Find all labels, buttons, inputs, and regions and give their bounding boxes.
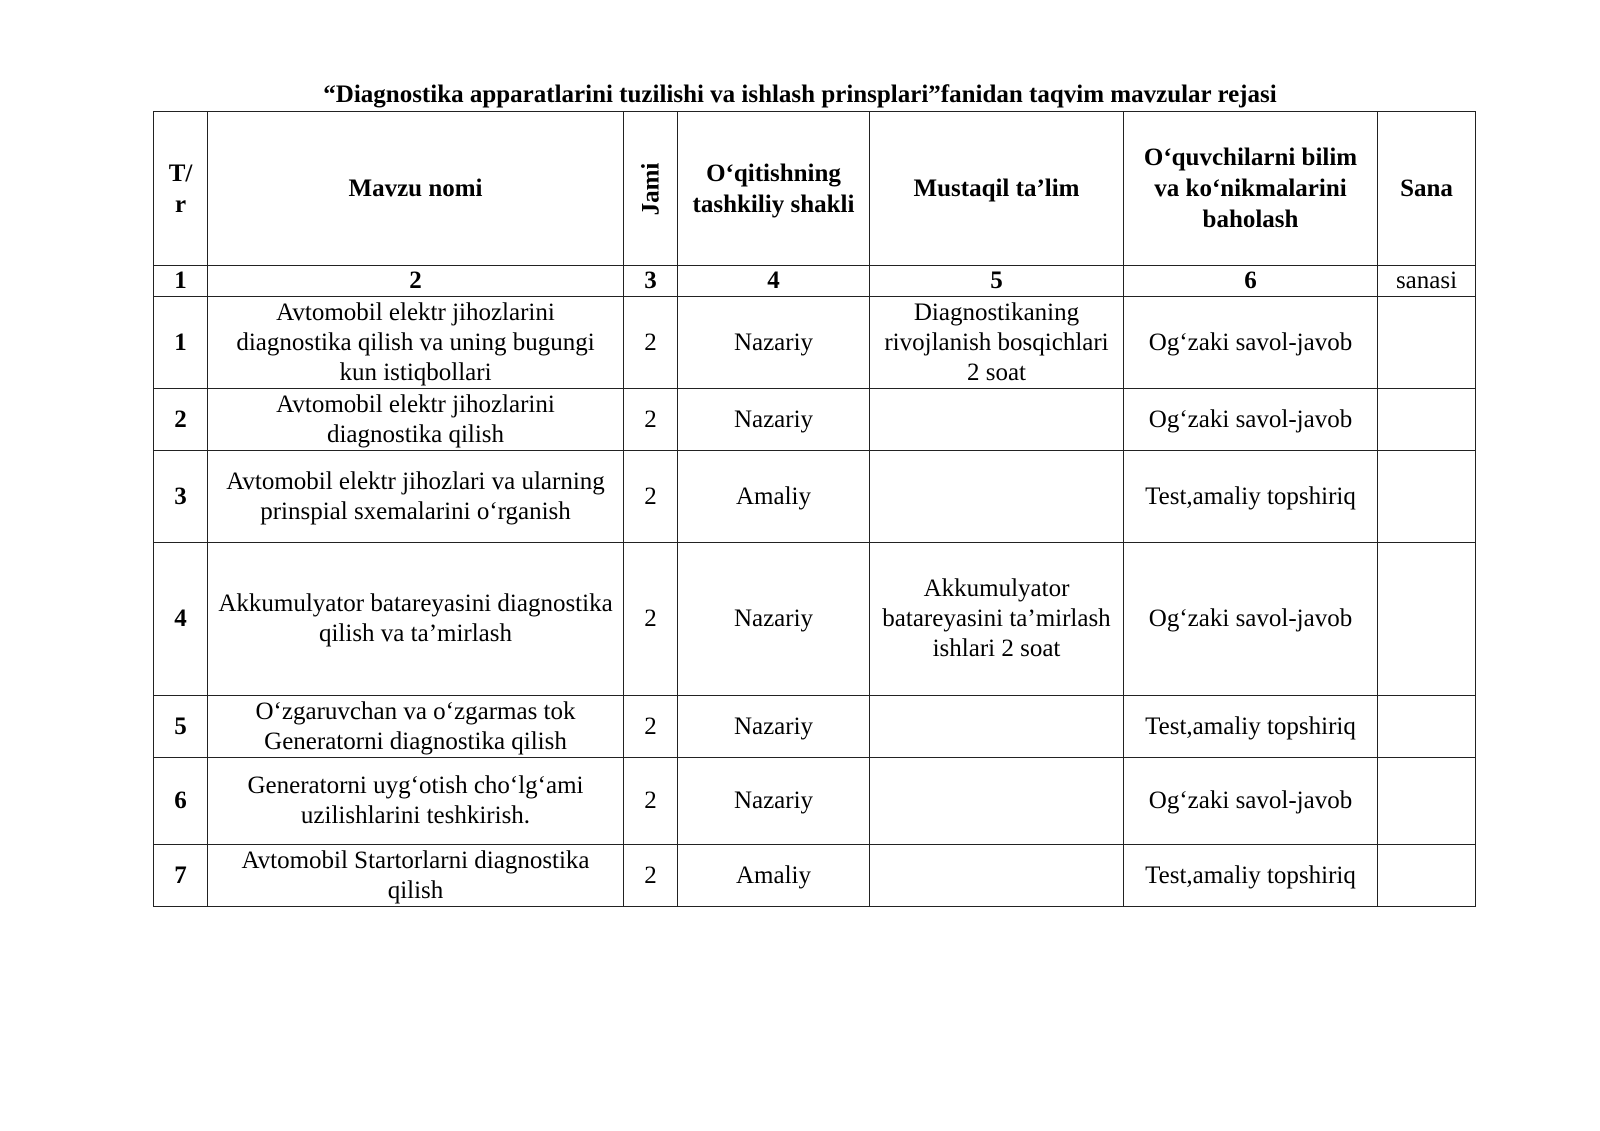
row-number: 2: [154, 389, 208, 451]
document-title: “Diagnostika apparatlarini tuzilishi va ishlash prinsplari”fanidan taqvim mavzular rejasi: [323, 81, 1277, 108]
total-cell: 2: [624, 543, 678, 696]
independent-cell: [870, 845, 1124, 907]
assessment-cell: Test,amaliy topshiriq: [1124, 451, 1378, 543]
topic-cell: Avtomobil elektr jihozlarini diagnostika qilish va uning bugungi kun istiqbollari: [208, 297, 624, 389]
total-cell: 2: [624, 845, 678, 907]
independent-cell: [870, 758, 1124, 845]
row-number: 5: [154, 696, 208, 758]
topic-cell: Avtomobil elektr jihozlarini diagnostika qilish: [208, 389, 624, 451]
header-topic-name: Mavzu nomi: [208, 112, 624, 266]
table-row: [154, 758, 1476, 845]
date-cell: [1378, 389, 1476, 451]
column-number: 4: [678, 266, 870, 297]
header-tr: T/ r: [154, 112, 208, 266]
independent-cell: [870, 451, 1124, 543]
total-cell: 2: [624, 696, 678, 758]
topic-cell: Generatorni uyg‘otish cho‘lg‘ami uzilishlarini teshkirish.: [208, 758, 624, 845]
form-cell: Nazariy: [678, 543, 870, 696]
form-cell: Nazariy: [678, 696, 870, 758]
form-cell: Nazariy: [678, 297, 870, 389]
row-number: 4: [154, 543, 208, 696]
column-number: 2: [208, 266, 624, 297]
header-independent-study: Mustaqil ta’lim: [870, 112, 1124, 266]
header-date: Sana: [1378, 112, 1476, 266]
table-header-row: [154, 112, 1476, 266]
row-number: 6: [154, 758, 208, 845]
header-total-label: Jami: [637, 162, 664, 215]
table-row: [154, 543, 1476, 696]
column-number-date: sanasi: [1378, 266, 1476, 297]
header-assessment: O‘quvchilarni bilim va ko‘nikmalarini baholash: [1124, 112, 1378, 266]
assessment-cell: Test,amaliy topshiriq: [1124, 845, 1378, 907]
table-row: [154, 389, 1476, 451]
total-cell: 2: [624, 451, 678, 543]
date-cell: [1378, 543, 1476, 696]
row-number: 3: [154, 451, 208, 543]
date-cell: [1378, 451, 1476, 543]
date-cell: [1378, 758, 1476, 845]
column-number: 1: [154, 266, 208, 297]
row-number: 7: [154, 845, 208, 907]
topic-cell: O‘zgaruvchan va o‘zgarmas tok Generatorni diagnostika qilish: [208, 696, 624, 758]
form-cell: Nazariy: [678, 389, 870, 451]
table-row: [154, 297, 1476, 389]
assessment-cell: Og‘zaki savol-javob: [1124, 758, 1378, 845]
table-row: [154, 696, 1476, 758]
column-number: 5: [870, 266, 1124, 297]
independent-cell: Diagnostikaning rivojlanish bosqichlari 2 soat: [870, 297, 1124, 389]
topic-cell: Avtomobil elektr jihozlari va ularning prinspial sxemalarini o‘rganish: [208, 451, 624, 543]
total-cell: 2: [624, 389, 678, 451]
row-number: 1: [154, 297, 208, 389]
table-row: [154, 451, 1476, 543]
independent-cell: [870, 389, 1124, 451]
column-number: 6: [1124, 266, 1378, 297]
total-cell: 2: [624, 297, 678, 389]
topic-cell: Akkumulyator batareyasini diagnostika qilish va ta’mirlash: [208, 543, 624, 696]
independent-cell: [870, 696, 1124, 758]
assessment-cell: Test,amaliy topshiriq: [1124, 696, 1378, 758]
date-cell: [1378, 845, 1476, 907]
assessment-cell: Og‘zaki savol-javob: [1124, 543, 1378, 696]
column-number: 3: [624, 266, 678, 297]
column-number-row: [154, 266, 1476, 297]
header-teaching-form: O‘qitishning tashkiliy shakli: [678, 112, 870, 266]
date-cell: [1378, 696, 1476, 758]
schedule-table: [153, 111, 1476, 907]
form-cell: Amaliy: [678, 845, 870, 907]
table-row: [154, 845, 1476, 907]
header-total: [624, 112, 678, 266]
independent-cell: Akkumulyator batareyasini ta’mirlash ishlari 2 soat: [870, 543, 1124, 696]
topic-cell: Avtomobil Startorlarni diagnostika qilish: [208, 845, 624, 907]
assessment-cell: Og‘zaki savol-javob: [1124, 389, 1378, 451]
assessment-cell: Og‘zaki savol-javob: [1124, 297, 1378, 389]
form-cell: Amaliy: [678, 451, 870, 543]
total-cell: 2: [624, 758, 678, 845]
form-cell: Nazariy: [678, 758, 870, 845]
date-cell: [1378, 297, 1476, 389]
